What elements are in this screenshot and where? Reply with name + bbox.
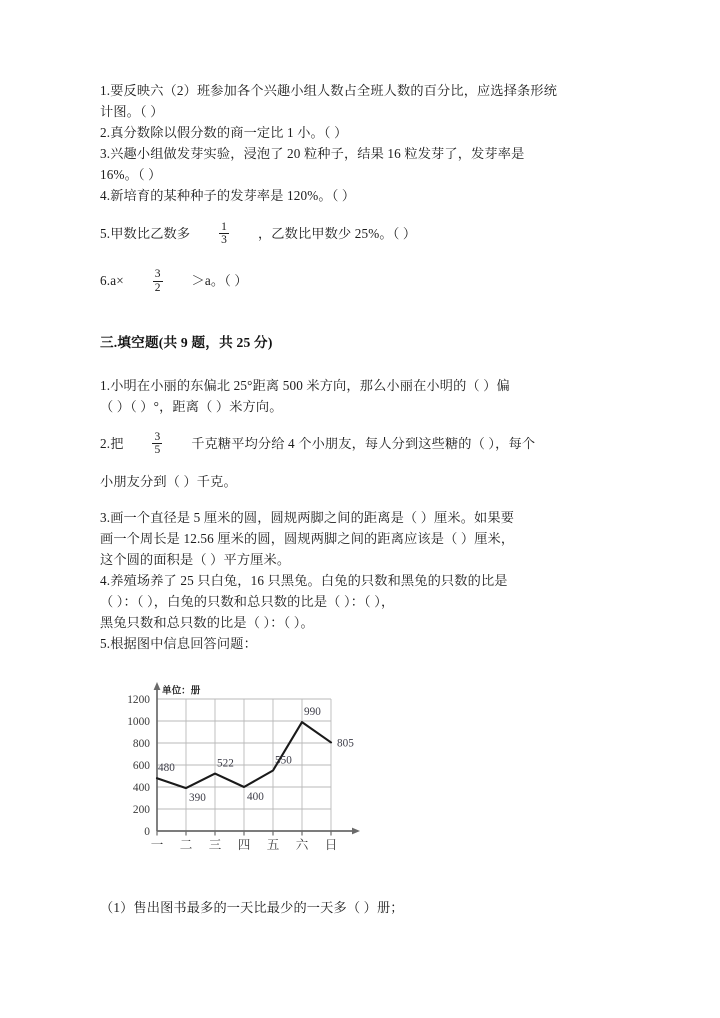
question-line: 画一个周长是 12.56 厘米的圆，圆规两脚之间的距离应该是（ ）厘米， bbox=[100, 531, 515, 547]
chart-y-tick-label: 200 bbox=[132, 804, 150, 817]
question-5-prefix: 5.甲数比乙数多 bbox=[100, 226, 191, 242]
chart-data-label: 805 bbox=[337, 737, 354, 750]
question-line: 16%。（ ） bbox=[100, 167, 162, 182]
chart-y-tick-label: 0 bbox=[144, 826, 150, 839]
question-item-fb2 bbox=[100, 432, 636, 492]
question-item bbox=[100, 633, 636, 654]
chart-y-tick-label: 1200 bbox=[127, 694, 150, 707]
chart-unit-label: 单位：册 bbox=[162, 685, 201, 697]
question-item-6 bbox=[100, 269, 636, 294]
line-chart-book-sales bbox=[110, 682, 410, 867]
sub-question-1: （1）售出图书最多的一天比最少的一天多（ ）册； bbox=[100, 900, 404, 916]
page-content bbox=[100, 80, 636, 918]
chart-data-label: 400 bbox=[247, 791, 264, 804]
question-fb2-prefix: 2.把 bbox=[100, 435, 124, 451]
chart-y-tick-label: 1000 bbox=[127, 716, 150, 729]
question-line bbox=[100, 432, 636, 457]
chart-y-tick-label: 600 bbox=[132, 760, 150, 773]
fraction-numerator: 1 bbox=[221, 221, 228, 233]
fraction-one-third bbox=[219, 221, 229, 246]
chart-x-tick-label: 六 bbox=[295, 838, 309, 853]
chart-data-label: 990 bbox=[304, 706, 321, 719]
fraction-denominator: 3 bbox=[221, 234, 228, 247]
section-heading-fill-in-blank: 三.填空题(共 9 题，共 25 分) bbox=[100, 334, 273, 350]
question-6-prefix: 6.a× bbox=[100, 273, 124, 289]
fraction-three-fifths bbox=[152, 431, 162, 456]
question-line: 计图。（ ） bbox=[100, 104, 164, 119]
fraction-three-halves bbox=[153, 268, 163, 293]
question-line: 2.真分数除以假分数的商一定比 1 小。（ ） bbox=[100, 125, 348, 140]
question-item bbox=[100, 570, 636, 633]
fraction-denominator: 5 bbox=[154, 443, 161, 456]
question-item bbox=[100, 507, 636, 570]
chart-data-label: 390 bbox=[189, 792, 206, 805]
chart-x-tick-label: 二 bbox=[179, 838, 193, 853]
question-item bbox=[100, 375, 636, 417]
question-line: 3.兴趣小组做发芽实验，浸泡了 20 粒种子，结果 16 粒发芽了，发芽率是 bbox=[100, 146, 525, 161]
question-line: 4.新培育的某种种子的发芽率是 120%。（ ） bbox=[100, 188, 356, 203]
question-line: 1.要反映六（2）班参加各个兴趣小组人数占全班人数的百分比，应选择条形统 bbox=[100, 83, 558, 98]
question-item bbox=[100, 143, 636, 185]
chart-x-tick-label: 五 bbox=[266, 838, 280, 853]
chart-y-tick-label: 400 bbox=[132, 782, 150, 795]
chart-x-tick-label: 三 bbox=[208, 838, 222, 853]
question-6-suffix: ＞a。（ ） bbox=[191, 273, 248, 289]
question-line: 1.小明在小丽的东偏北 25°距离 500 米方向，那么小丽在小明的（ ）偏 bbox=[100, 377, 510, 393]
chart-y-tick-label: 800 bbox=[132, 738, 150, 751]
question-line: （ ）（ ）°，距离（ ）米方向。 bbox=[100, 398, 283, 414]
chart-canvas bbox=[110, 682, 410, 867]
question-line: 5.根据图中信息回答问题： bbox=[100, 636, 257, 652]
question-line: （ ）：（ ），白兔的只数和总只数的比是（ ）：（ ）， bbox=[100, 594, 395, 610]
question-item bbox=[100, 122, 636, 143]
truefalse-group bbox=[100, 80, 636, 206]
question-line: 4.养殖场养了 25 只白兔，16 只黑兔。白兔的只数和黑兔的只数的比是 bbox=[100, 573, 508, 589]
question-item bbox=[100, 185, 636, 206]
fraction-denominator: 2 bbox=[154, 281, 161, 294]
question-fb2-suffix: 千克糖平均分给 4 个小朋友，每人分到这些糖的（ ），每个 bbox=[191, 435, 536, 451]
question-line: 3.画一个直径是 5 厘米的圆，圆规两脚之间的距离是（ ）厘米。如果要 bbox=[100, 510, 515, 526]
chart-data-label: 522 bbox=[217, 757, 234, 770]
question-item bbox=[100, 80, 636, 122]
question-line: 黑兔只数和总只数的比是（ ）：（ ）。 bbox=[100, 615, 314, 631]
question-line: 小朋友分到（ ）千克。 bbox=[100, 474, 237, 490]
fraction-numerator: 3 bbox=[154, 430, 161, 443]
fraction-numerator: 3 bbox=[154, 268, 161, 281]
chart-x-tick-label: 四 bbox=[237, 838, 251, 853]
chart-x-tick-label: 一 bbox=[150, 838, 164, 853]
question-5-suffix: ，乙数比甲数少 25%。（ ） bbox=[257, 226, 417, 242]
question-item-5 bbox=[100, 222, 636, 247]
chart-x-tick-label: 日 bbox=[324, 838, 338, 853]
chart-data-label: 480 bbox=[158, 762, 175, 775]
question-line: 这个圆的面积是（ ）平方厘米。 bbox=[100, 552, 291, 568]
chart-data-label: 550 bbox=[275, 754, 292, 767]
